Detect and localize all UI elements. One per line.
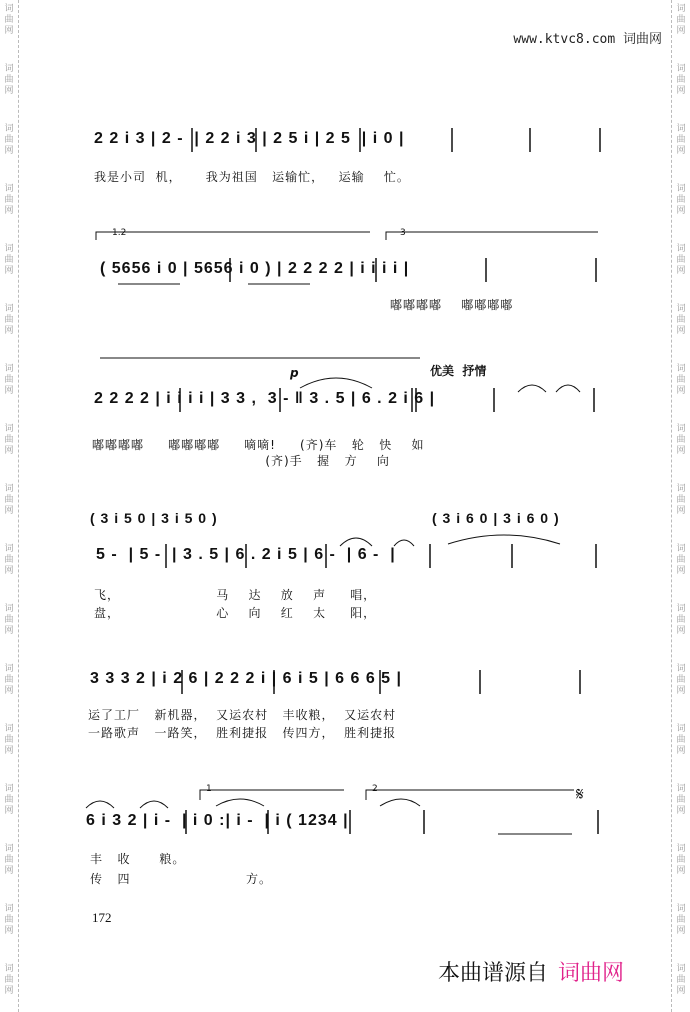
watermark-char: 曲: [4, 975, 14, 985]
watermark-char: 网: [676, 746, 686, 756]
watermark-char: 词: [676, 484, 686, 494]
notation-row-4: 5 - | 5 - | 3 . 5 | 6 . 2 i 5 | 6 - | 6 - |: [96, 546, 396, 563]
watermark-char: 网: [676, 86, 686, 96]
watermark-char: 曲: [676, 315, 686, 325]
watermark-char: 曲: [4, 315, 14, 325]
site-url[interactable]: www.ktvc8.com 词曲网: [513, 32, 662, 47]
watermark-char: 词: [676, 184, 686, 194]
watermark-char: 网: [4, 206, 14, 216]
notation-row-1: 2 2 i 3 | 2 - | 2 2 i 3 | 2 5 i | 2 5 | i 0 |: [94, 130, 405, 147]
watermark-char: 曲: [4, 375, 14, 385]
watermark-char: 网: [4, 626, 14, 636]
watermark-char: 曲: [676, 15, 686, 25]
footer-source: 本曲谱源自: [438, 961, 549, 986]
watermark-char: 曲: [676, 975, 686, 985]
watermark-char: 曲: [4, 255, 14, 265]
volta-bracket-1: [200, 790, 344, 800]
watermark-char: 网: [676, 266, 686, 276]
lyrics-row-5a: 运了工厂 新机器， 又运农村 丰收粮， 又运农村: [88, 708, 397, 722]
watermark-char: 词: [4, 904, 14, 914]
cue-notes-2: ( 3 i 6 0 | 3 i 6 0 ): [432, 510, 560, 526]
watermark-char: 词: [4, 544, 14, 554]
watermark-char: 词: [4, 484, 14, 494]
watermark-char: 曲: [4, 675, 14, 685]
notation-row-6: 6 i 3 2 | i - | i 0 :| i - | i ( 1234 |: [86, 812, 349, 829]
watermark-char: 网: [4, 446, 14, 456]
watermark-char: 网: [4, 686, 14, 696]
mood-marking: 优美 抒情: [430, 364, 487, 378]
watermark-char: 曲: [676, 375, 686, 385]
watermark-char: 词: [4, 124, 14, 134]
watermark-char: 词: [4, 184, 14, 194]
lyrics-row-6a: 丰 收 粮。: [90, 852, 186, 866]
watermark-char: 词: [676, 424, 686, 434]
watermark-char: 网: [676, 386, 686, 396]
watermark-char: 网: [676, 686, 686, 696]
watermark-char: 词: [676, 844, 686, 854]
watermark-char: 曲: [676, 555, 686, 565]
watermark-char: 曲: [676, 195, 686, 205]
watermark-char: 词: [4, 604, 14, 614]
lyrics-row-4b: 盘， 心 向 红 太 阳，: [94, 606, 377, 620]
watermark-char: 网: [676, 326, 686, 336]
watermark-char: 词: [676, 784, 686, 794]
watermark-char: 词: [676, 724, 686, 734]
watermark-char: 网: [4, 86, 14, 96]
slur: [518, 385, 546, 392]
watermark-char: 网: [676, 626, 686, 636]
watermark-char: 曲: [676, 75, 686, 85]
watermark-char: 网: [676, 566, 686, 576]
watermark-char: 曲: [676, 675, 686, 685]
watermark-char: 词: [4, 64, 14, 74]
watermark-char: 曲: [676, 855, 686, 865]
cue-notes-1: ( 3 i 5 0 | 3 i 5 0 ): [90, 510, 218, 526]
watermark-char: 网: [676, 206, 686, 216]
watermark-char: 网: [4, 326, 14, 336]
volta-label-1: 1.2: [112, 228, 127, 238]
watermark-char: 网: [4, 506, 14, 516]
watermark-char: 词: [676, 4, 686, 14]
footer-credit: [438, 956, 624, 987]
watermark-char: 曲: [4, 735, 14, 745]
slur: [556, 385, 580, 392]
watermark-char: 词: [4, 244, 14, 254]
watermark-char: 词: [4, 784, 14, 794]
watermark-char: 网: [676, 926, 686, 936]
watermark-char: 词: [4, 304, 14, 314]
lyrics-row-6b: 传 四 方。: [90, 872, 272, 886]
watermark-char: 网: [4, 386, 14, 396]
watermark-char: 网: [4, 566, 14, 576]
watermark-char: 曲: [676, 495, 686, 505]
lyrics-row-2: 嘟嘟嘟嘟 嘟嘟嘟嘟: [390, 298, 514, 312]
notation-row-5: 3 3 3 2 | i 2 6 | 2 2 2 i | 6 i 5 | 6 6 6 5 |: [90, 670, 402, 687]
watermark-char: 网: [4, 806, 14, 816]
watermark-char: 词: [676, 544, 686, 554]
notation-row-2: ( 5656 i 0 | 5656 i 0 ) | 2 2 2 2 | i i i i |: [100, 260, 410, 277]
lyrics-row-1: 我是小司 机， 我为祖国 运输忙， 运输 忙。: [94, 170, 410, 184]
watermark-char: 词: [676, 664, 686, 674]
slur: [300, 378, 372, 388]
watermark-char: 曲: [676, 255, 686, 265]
volta-label-1: 1: [206, 784, 212, 794]
watermark-char: 网: [4, 866, 14, 876]
watermark-char: 曲: [4, 795, 14, 805]
watermark-char: 曲: [4, 615, 14, 625]
watermark-char: 曲: [4, 555, 14, 565]
watermark-char: 词: [4, 844, 14, 854]
watermark-char: 曲: [676, 735, 686, 745]
watermark-char: 词: [4, 364, 14, 374]
volta-label-2: 3: [400, 228, 406, 238]
watermark-char: 曲: [4, 135, 14, 145]
watermark-char: 网: [676, 866, 686, 876]
footer-brand-link[interactable]: 词曲网: [558, 961, 625, 986]
watermark-char: 词: [676, 64, 686, 74]
watermark-char: 网: [676, 146, 686, 156]
volta-bracket-2: [366, 790, 574, 800]
watermark-char: 词: [676, 904, 686, 914]
watermark-char: 曲: [4, 195, 14, 205]
watermark-char: 词: [676, 364, 686, 374]
watermark-char: 网: [4, 746, 14, 756]
segno-icon: 𝄋: [576, 784, 584, 805]
watermark-char: 词: [676, 124, 686, 134]
watermark-char: 曲: [676, 795, 686, 805]
watermark-char: 曲: [4, 495, 14, 505]
watermark-char: 曲: [676, 915, 686, 925]
watermark-char: 网: [676, 446, 686, 456]
watermark-char: 网: [676, 986, 686, 996]
watermark-char: 词: [676, 244, 686, 254]
watermark-char: 曲: [4, 855, 14, 865]
volta-bracket-2: [386, 232, 598, 240]
watermark-char: 曲: [676, 435, 686, 445]
lyrics-row-3b: (齐)手 握 方 向: [92, 454, 390, 468]
watermark-char: 网: [4, 266, 14, 276]
watermark-char: 词: [4, 664, 14, 674]
dynamic-mark: p: [290, 366, 299, 380]
lyrics-row-5b: 一路歌声 一路笑， 胜利捷报 传四方， 胜利捷报: [88, 726, 397, 740]
watermark-char: 词: [4, 4, 14, 14]
volta-label-2: 2: [372, 784, 378, 794]
watermark-char: 网: [676, 506, 686, 516]
watermark-char: 网: [4, 26, 14, 36]
watermark-char: 词: [676, 304, 686, 314]
watermark-char: 网: [4, 926, 14, 936]
volta-bracket-1: [96, 232, 370, 240]
page-number: 172: [92, 910, 112, 925]
notation-row-3: 2 2 2 2 | i i i i | 3 3 , 3 - ‖ 3 . 5 | 6 . 2 i 6 |: [94, 390, 436, 407]
watermark-char: 曲: [676, 135, 686, 145]
watermark-char: 网: [676, 26, 686, 36]
watermark-char: 曲: [4, 435, 14, 445]
watermark-char: 曲: [676, 615, 686, 625]
watermark-char: 曲: [4, 15, 14, 25]
watermark-char: 词: [676, 964, 686, 974]
watermark-char: 词: [676, 604, 686, 614]
watermark-char: 网: [4, 986, 14, 996]
watermark-char: 曲: [4, 915, 14, 925]
watermark-char: 词: [4, 724, 14, 734]
watermark-char: 词: [4, 424, 14, 434]
lyrics-row-3a: 嘟嘟嘟嘟 嘟嘟嘟嘟 嘀嘀! (齐)车 轮 快 如: [92, 438, 425, 452]
watermark-char: 网: [4, 146, 14, 156]
lyrics-row-4a: 飞， 马 达 放 声 唱，: [94, 588, 377, 602]
watermark-char: 曲: [4, 75, 14, 85]
watermark-char: 网: [676, 806, 686, 816]
watermark-char: 词: [4, 964, 14, 974]
